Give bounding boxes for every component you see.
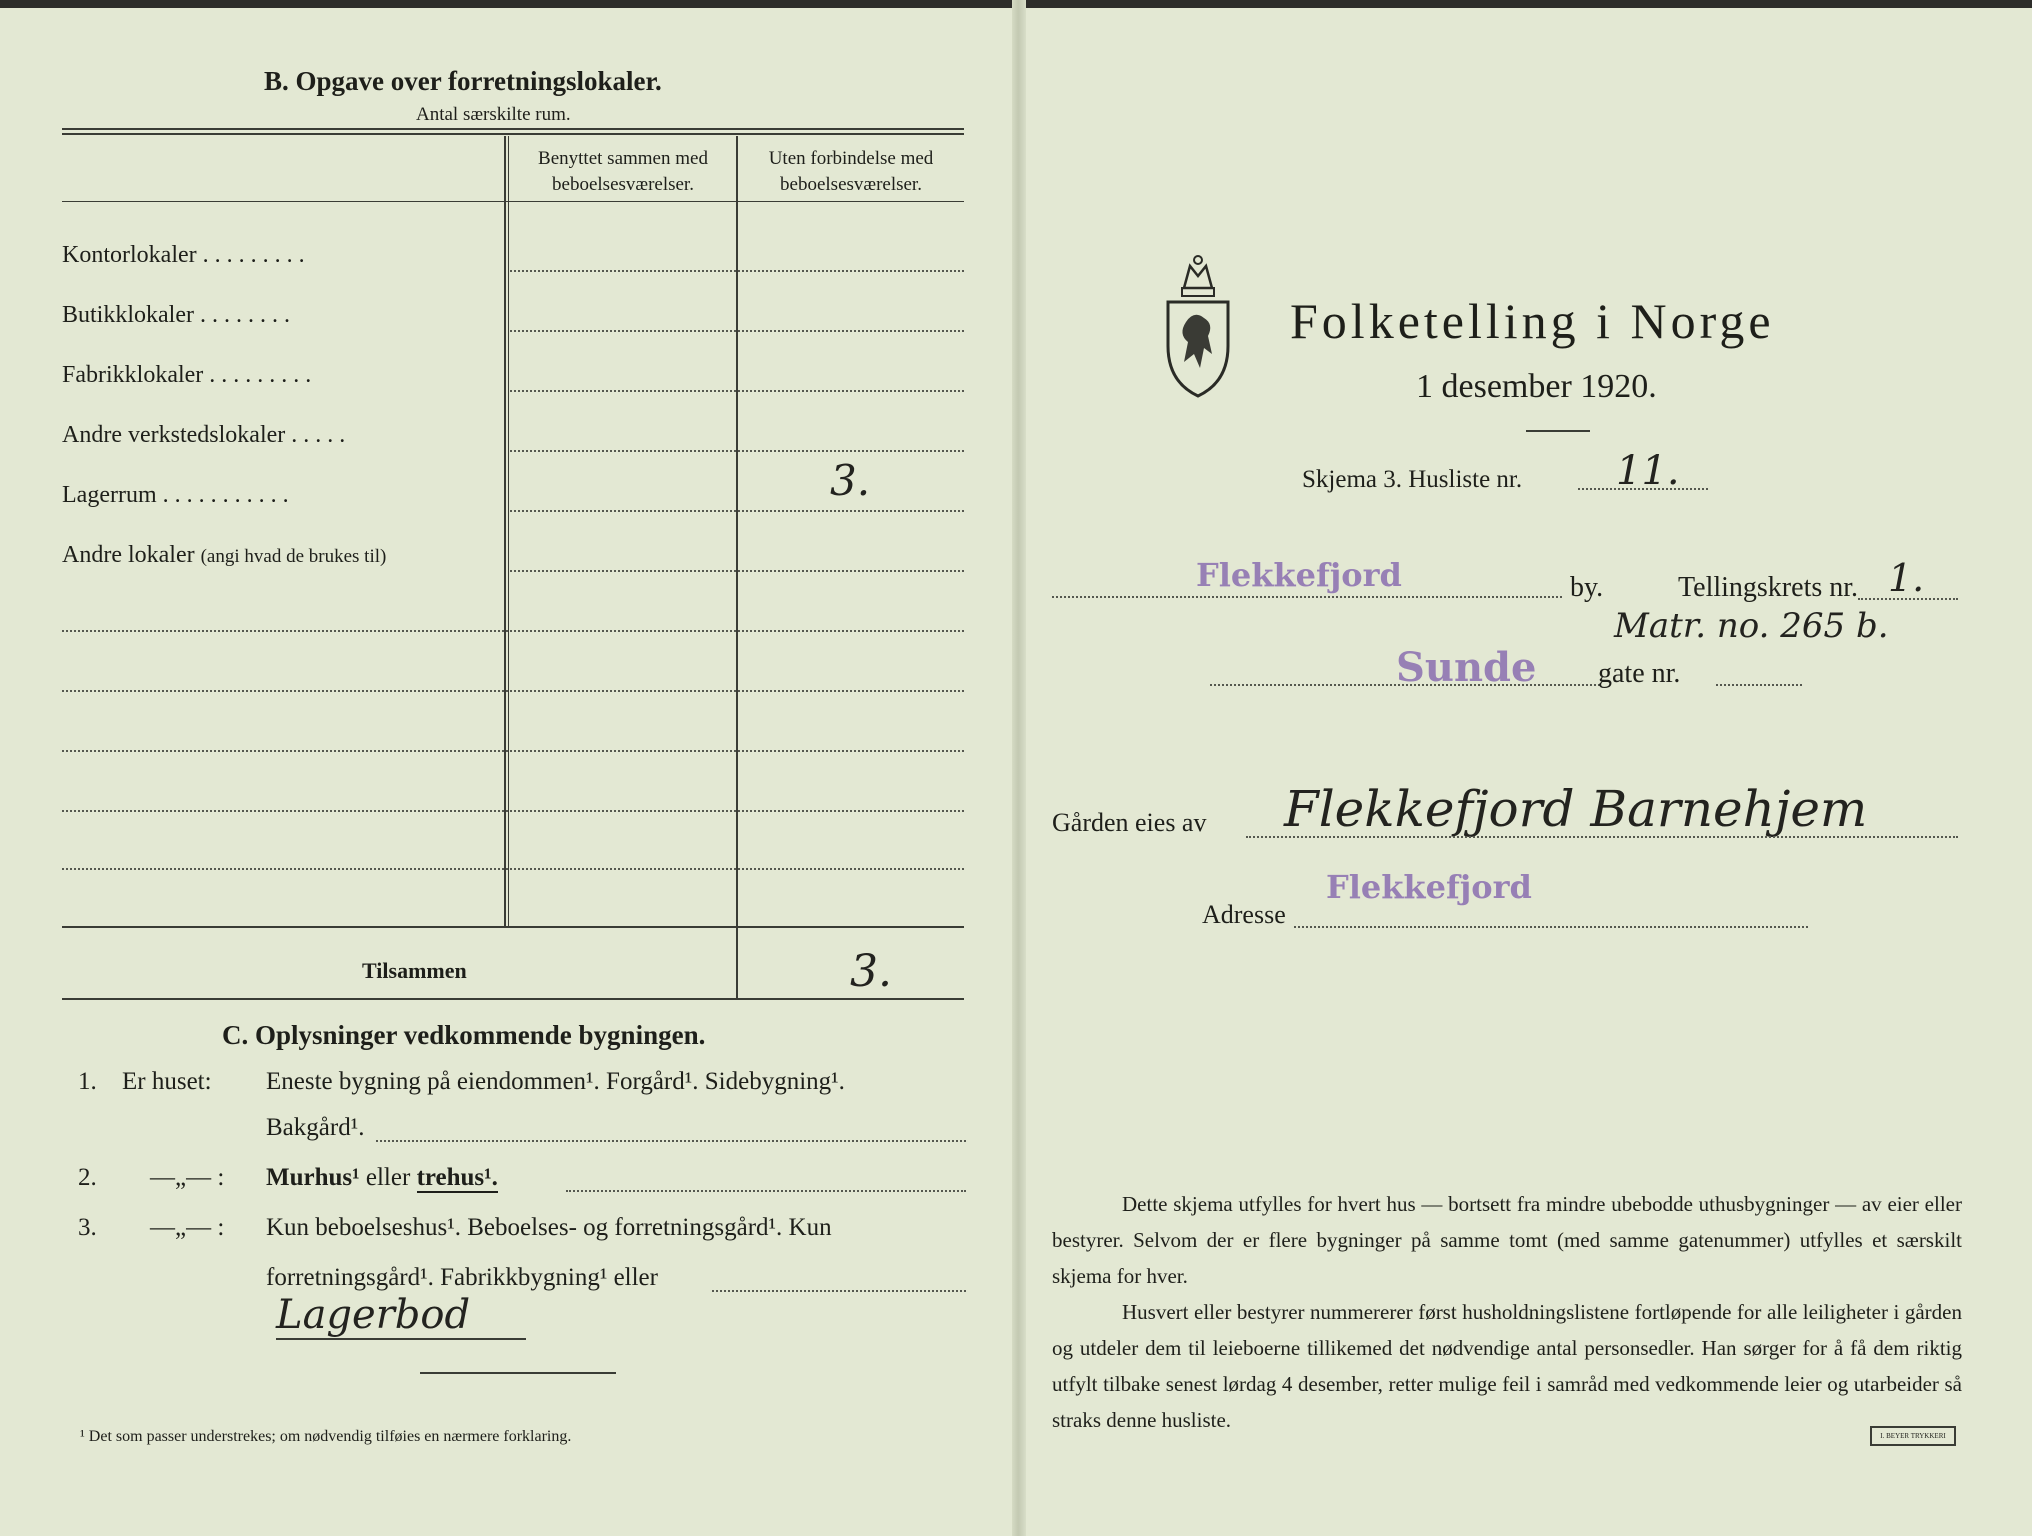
col2-header-line2: beboelsesværelser.: [780, 174, 922, 195]
eier-label: Gården eies av: [1052, 808, 1207, 837]
total-top-rule: [62, 926, 964, 928]
col1-header-line2: beboelsesværelser.: [552, 174, 694, 195]
row-rule: [510, 330, 964, 332]
eier-line: [1246, 836, 1958, 838]
q3-answer-underline: [276, 1338, 526, 1340]
row-label-lager: Lagerrum . . . . . . . . . . .: [62, 482, 289, 508]
q3-number: 3.: [78, 1214, 97, 1241]
adresse-line: [1294, 926, 1808, 928]
by-line: [1052, 596, 1562, 598]
total-col2-value: 3.: [850, 946, 892, 997]
row-rule: [510, 450, 964, 452]
krets-label: Tellingskrets nr.: [1678, 572, 1859, 603]
col1-header-line1: Benyttet sammen med: [538, 148, 708, 169]
table-col-divider-2: [736, 136, 738, 1000]
andre-label: Andre lokaler: [62, 542, 195, 568]
section-c-end-rule: [420, 1372, 616, 1374]
row-rule: [62, 690, 964, 692]
col2-header-line1: Uten forbindelse med: [768, 148, 934, 169]
title-rule: [1526, 430, 1590, 432]
q3-handwritten-answer: Lagerbod: [276, 1292, 471, 1338]
row-rule: [62, 750, 964, 752]
section-b-subtitle: Antal særskilte rum.: [416, 104, 571, 125]
q1-text: Eneste bygning på eiendommen¹. Forgård¹. Sidebygning¹.: [266, 1068, 845, 1095]
lager-col2-value: 3.: [830, 456, 871, 505]
gate-line: [1210, 684, 1600, 686]
q1-answer-line: [376, 1140, 966, 1142]
footnote: ¹ Det som passer understrekes; om nødvendig tilføies en nærmere forklaring.: [80, 1428, 572, 1445]
form-date: 1 desember 1920.: [1416, 368, 1657, 405]
row-rule: [62, 868, 964, 870]
table-top-rule-2: [62, 133, 964, 135]
instructions-paragraph-1: [1052, 1186, 1962, 1294]
row-rule: [510, 570, 964, 572]
printer-mark: I. BEYER TRYKKERI: [1870, 1426, 1956, 1446]
q3-line2: forretningsgård¹. Fabrikkbygning¹ eller: [266, 1264, 658, 1291]
adresse-stamp: Flekkefjord: [1326, 868, 1532, 906]
q3-prefix: —„— :: [150, 1214, 225, 1241]
q2-eller: eller: [365, 1164, 411, 1191]
by-label: by.: [1570, 572, 1604, 603]
gate-label: gate nr.: [1598, 658, 1681, 689]
by-stamp: Flekkefjord: [1196, 556, 1402, 594]
row-rule: [62, 630, 964, 632]
q1-bakgard: Bakgård¹.: [266, 1114, 365, 1141]
q2-murhus: Murhus¹: [266, 1164, 360, 1191]
row-rule: [510, 510, 964, 512]
q1-prefix: Er huset:: [122, 1068, 212, 1095]
row-label-andre: [62, 542, 386, 569]
q2-trehus-underlined: trehus¹.: [416, 1164, 498, 1191]
q2-number: 2.: [78, 1164, 97, 1191]
section-c-title: C. Oplysninger vedkommende bygningen.: [222, 1020, 706, 1050]
q2-text: [266, 1164, 498, 1192]
q3-answer-line: [712, 1290, 966, 1292]
husliste-number: 11.: [1616, 448, 1680, 494]
row-label-verksted: Andre verkstedslokaler . . . . .: [62, 422, 346, 448]
gate-stamp: Sunde: [1396, 644, 1537, 691]
col2-header: [740, 146, 962, 198]
skjema-label: Skjema 3. Husliste nr.: [1302, 466, 1523, 493]
row-label-kontor: Kontorlokaler . . . . . . . . .: [62, 242, 305, 268]
section-b-title: B. Opgave over forretningslokaler.: [264, 66, 662, 96]
husliste-line: [1578, 488, 1708, 490]
q2-answer-line: [566, 1190, 966, 1192]
krets-line: [1858, 598, 1958, 600]
table-top-rule: [62, 128, 964, 130]
gate-nr-line: [1716, 684, 1802, 686]
col1-header: [512, 146, 734, 198]
q2-prefix: —„— :: [150, 1164, 225, 1191]
matr-note: Matr. no. 265 b.: [1614, 606, 1889, 646]
q3-text: Kun beboelseshus¹. Beboelses- og forretningsgård¹. Kun: [266, 1214, 832, 1241]
total-label: Tilsammen: [362, 958, 467, 983]
andre-note: (angi hvad de brukes til): [200, 546, 387, 567]
adresse-label: Adresse: [1202, 900, 1286, 929]
instructions-text-2: Husvert eller bestyrer nummererer først husholdningslistene fortløpende for alle leiligheter i gården og utdeler dem til leieboerne tillikemed det nødvendige antal personsedler. Han sørger for å få dem riktig utfylt tilbake senest lørdag 4 desember, retter mulige feil i samråd med vedkommende leier og utarbeider så straks denne husliste.: [1052, 1300, 1962, 1432]
instructions-text-1: Dette skjema utfylles for hvert hus — bortsett fra mindre ubebodde uthusbygninger — av eier eller bestyrer. Selvom der er flere bygninger på samme tomt (med samme gatenummer) utfylles et særskilt skjema for hver.: [1052, 1192, 1962, 1288]
row-rule: [510, 390, 964, 392]
norwegian-coat-of-arms-icon: [1160, 250, 1236, 400]
q1-number: 1.: [78, 1068, 97, 1095]
eier-value: Flekkefjord Barnehjem: [1284, 780, 1868, 838]
row-label-butikk: Butikklokaler . . . . . . . .: [62, 302, 290, 328]
table-header-rule: [62, 201, 964, 202]
total-bottom-rule: [62, 998, 964, 1000]
row-label-fabrikk: Fabrikklokaler . . . . . . . . .: [62, 362, 312, 388]
row-rule: [510, 270, 964, 272]
instructions-paragraph-2: [1052, 1294, 1962, 1438]
krets-number: 1.: [1888, 556, 1925, 600]
form-title: Folketelling i Norge: [1290, 293, 1775, 349]
center-fold: [1012, 0, 1026, 1536]
row-rule: [62, 810, 964, 812]
